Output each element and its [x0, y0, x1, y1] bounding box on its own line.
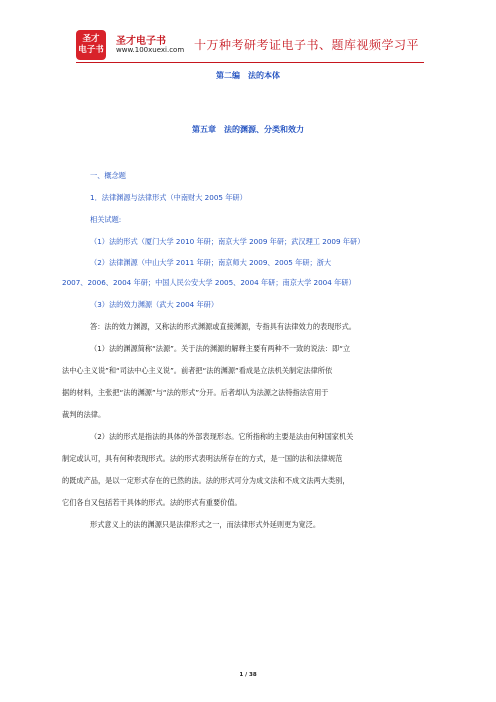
related-question-2: （2）法律渊源（中山大学 2011 年研；南京师大 2009、2005 年研；浙大 — [90, 258, 332, 267]
header-slogan: 十万种考研考证电子书、题库视频学习平 — [194, 38, 420, 52]
body-text-line: 裁判的法律。 — [62, 410, 106, 419]
chapter-title: 第五章 法的渊源、分类和效力 — [192, 125, 304, 134]
body-text-line: 法中心主义说”和“司法中心主义说”。前者把“法的渊源”看成是立法机关制定法律所依 — [62, 366, 333, 375]
header-divider — [76, 62, 424, 63]
page-number: 1 / 38 — [239, 672, 257, 678]
body-text-line: 制定或认可，具有何种表现形式。法的形式表明法所存在的方式，是一国的法和法律规范 — [62, 454, 343, 463]
brand-logo[interactable] — [76, 30, 106, 60]
related-question-1: （1）法的形式（厦门大学 2010 年研；南京大学 2009 年研；武汉理工 2009 年研） — [90, 237, 365, 246]
logo-text-line1: 圣才 — [82, 34, 100, 44]
section-heading: 一、概念题 — [90, 171, 126, 180]
part-title: 第二编 法的本体 — [216, 71, 280, 80]
answer-paragraph: 答：法的效力渊源，又称法的形式渊源或直接渊源，专指具有法律效力的表现形式。 — [90, 322, 356, 331]
brand-name: 圣才电子书 — [116, 36, 166, 47]
brand-url[interactable]: www.100xuexi.com — [116, 46, 185, 54]
question-title: 1．法律渊源与法律形式（中南财大 2005 年研） — [90, 193, 247, 202]
body-text-line: 它们各自又包括若干具体的形式。法的形式有重要价值。 — [62, 498, 242, 507]
body-text-line: 的既成产品，是以一定形式存在的已然的法。法的形式可分为成文法和不成文法两大类别， — [62, 476, 350, 485]
related-question-3: （3）法的效力渊源（武大 2004 年研） — [90, 300, 219, 309]
logo-text-line2: 电子书 — [78, 45, 104, 55]
body-text-line: （1）法的渊源简称“法源”。关于法的渊源的解释主要有两种不一致的说法：即“立 — [90, 344, 351, 353]
related-question-2-cont: 2007、2006、2004 年研；中国人民公安大学 2005、2004 年研；南京大学 2004 年研） — [62, 278, 356, 287]
body-text-line: 形式意义上的法的渊源只是法律形式之一，而法律形式外延则更为宽泛。 — [90, 520, 321, 529]
related-questions-label: 相关试题: — [90, 215, 122, 224]
body-text-line: （2）法的形式是指法的具体的外部表现形态。它所指称的主要是法由何种国家机关 — [90, 432, 354, 441]
page-header — [76, 30, 436, 64]
body-text-line: 据的材料，主张把“法的渊源”与“法的形式”分开。后者却认为法源之法特指法官用于 — [62, 388, 329, 397]
